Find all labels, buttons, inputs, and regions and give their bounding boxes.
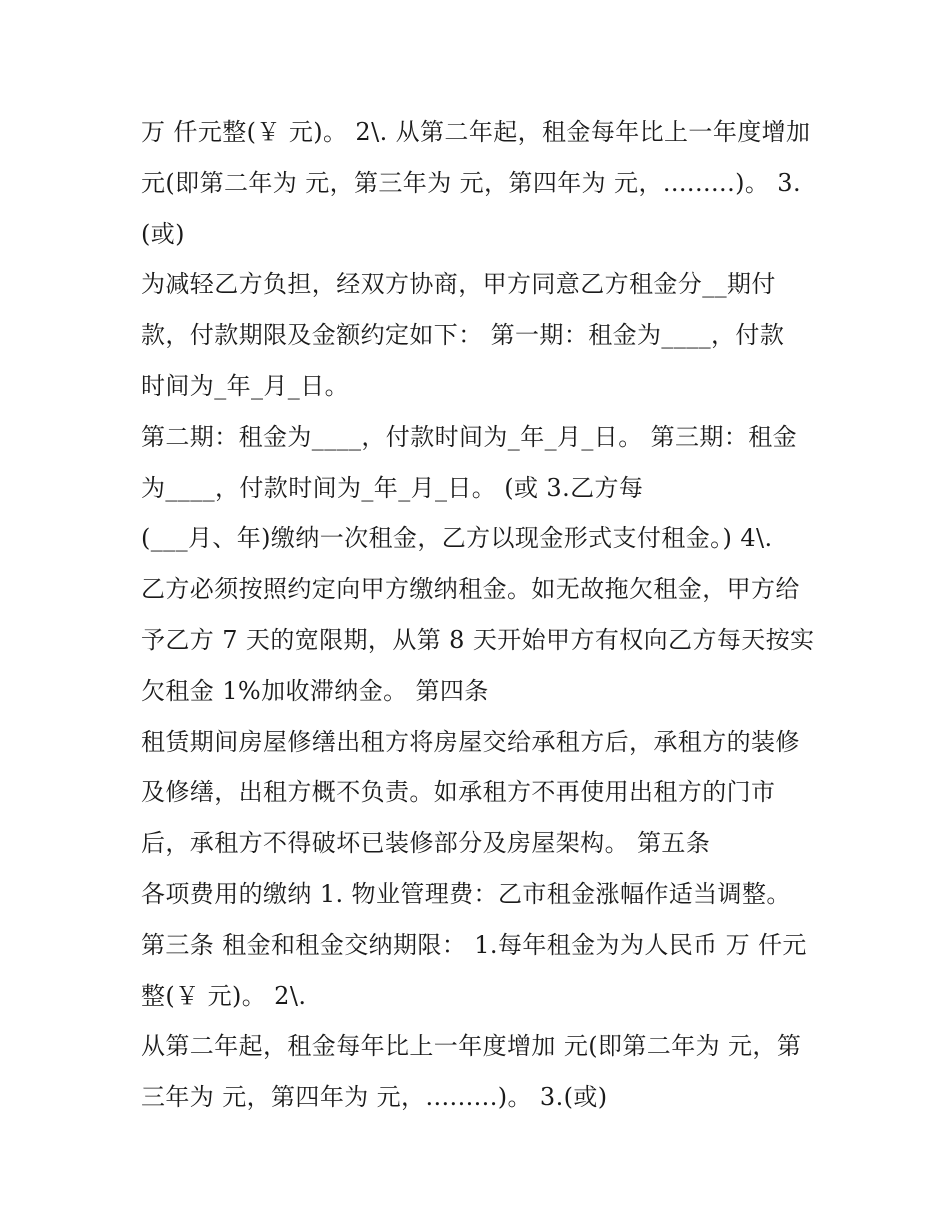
text-line: (或) xyxy=(141,219,185,248)
text-line: 各项费用的缴纳 1. 物业管理费：乙市租金涨幅作适当调整。 xyxy=(141,879,791,908)
body-text xyxy=(141,107,821,1123)
text-line: 为____，付款时间为_年_月_日。 (或 3.乙方每 xyxy=(141,473,644,502)
text-line: 款，付款期限及金额约定如下： 第一期：租金为____，付款 xyxy=(141,321,785,350)
text-line: 租赁期间房屋修缮出租方将房屋交给承租方后，承租方的装修 xyxy=(141,727,800,756)
text-line: 予乙方 7 天的宽限期，从第 8 天开始甲方有权向乙方每天按实 xyxy=(141,625,815,654)
text-line: 万 仟元整(￥ 元)。 2\. 从第二年起，租金每年比上一年度增加 xyxy=(141,118,811,146)
text-line: 乙方必须按照约定向甲方缴纳租金。如无故拖欠租金，甲方给 xyxy=(141,575,800,604)
text-line: 第三条 租金和租金交纳期限： 1.每年租金为为人民币 万 仟元 xyxy=(141,930,807,959)
text-line: 时间为_年_月_日。 xyxy=(141,371,349,400)
text-line: 及修缮，出租方概不负责。如承租方不再使用出租方的门市 xyxy=(141,778,776,807)
text-line: 三年为 元，第四年为 元，.........)。 3.(或) xyxy=(141,1083,608,1112)
text-line: (___月、年)缴纳一次租金，乙方以现金形式支付租金。) 4\. xyxy=(141,524,773,553)
text-line: 后，承租方不得破坏已装修部分及房屋架构。 第五条 xyxy=(141,829,711,858)
text-line: 欠租金 1%加收滞纳金。 第四条 xyxy=(141,676,489,705)
text-line: 元(即第二年为 元，第三年为 元，第四年为 元，.........)。 3. xyxy=(141,168,801,197)
text-line: 整(￥ 元)。 2\. xyxy=(141,981,307,1010)
text-line: 为减轻乙方负担，经双方协商，甲方同意乙方租金分__期付 xyxy=(141,270,776,299)
text-line: 第二期：租金为____，付款时间为_年_月_日。 第三期：租金 xyxy=(141,422,798,451)
text-line: 从第二年起，租金每年比上一年度增加 元(即第二年为 元，第 xyxy=(141,1032,802,1061)
